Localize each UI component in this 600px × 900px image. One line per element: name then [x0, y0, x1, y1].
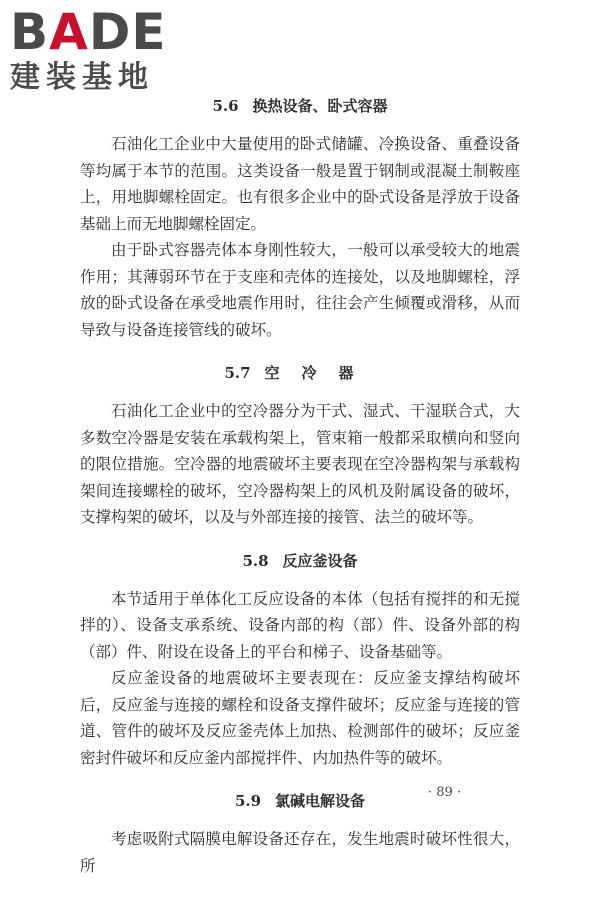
- logo-letter: D: [88, 3, 132, 61]
- page-number: · 89 ·: [428, 785, 462, 800]
- paragraph: 考虑吸附式隔膜电解设备还存在，发生地震时破坏性很大，所: [80, 830, 520, 875]
- paragraph: 石油化工企业中大量使用的卧式储罐、冷换设备、重叠设备等均属于本节的范围。这类设备一般是置于钢制或混凝土制鞍座上，用地脚螺栓固定。也有很多企业中的卧式设备是浮放于设备基础上而无地脚螺栓固定。: [80, 135, 520, 233]
- page-content: [80, 95, 520, 879]
- section-title: 换热设备、卧式容器: [252, 97, 388, 115]
- section-number: 5.6: [212, 97, 239, 115]
- section-number: 5.7: [224, 364, 251, 382]
- section-heading: [80, 363, 520, 383]
- section-5-6: [80, 96, 520, 343]
- section-5-9: [80, 791, 520, 879]
- section-number: 5.8: [242, 551, 269, 570]
- section-number: 5.9: [234, 792, 262, 810]
- logo-brand-main: [10, 3, 180, 61]
- section-5-7: [80, 363, 520, 531]
- section-5-8: [80, 551, 520, 772]
- section-heading: [80, 96, 520, 116]
- paragraph: 本节适用于单体化工反应设备的本体（包括有搅拌的和无搅拌的）、设备支承系统、设备内部的构（部）件、设备外部的构（部）件、附设在设备上的平台和梯子、设备基础等。: [80, 589, 520, 661]
- logo-letter: A: [49, 3, 89, 61]
- section-title: 空冷器: [264, 364, 376, 382]
- logo-letter: E: [131, 3, 167, 61]
- section-heading: [80, 551, 520, 571]
- logo-brand-sub: 建装基地: [10, 60, 154, 95]
- paragraph: 反应釜设备的地震破坏主要表现在：反应釜支撑结构破坏后，反应釜与连接的螺栓和设备支撑件破坏；反应釜与连接的管道、管件的破坏及反应釜壳体上加热、检测部件的破坏；反应釜密封件破坏和反应釜内部搅拌件、内加热件等的破坏。: [80, 669, 520, 767]
- logo-brand-text: [10, 3, 167, 61]
- section-title: 反应釜设备: [282, 551, 358, 570]
- paragraph: 由于卧式容器壳体本身刚性较大，一般可以承受较大的地震作用；其薄弱环节在于支座和壳体的连接处，以及地脚螺栓，浮放的卧式设备在承受地震作用时，往往会产生倾覆或滑移，从而导致与设备连接管线的破坏。: [80, 241, 520, 339]
- logo-letter: B: [10, 3, 50, 61]
- section-title: 氯碱电解设备: [275, 792, 366, 810]
- bade-logo: [10, 3, 180, 96]
- paragraph: 石油化工企业中的空冷器分为干式、湿式、干湿联合式，大多数空冷器是安装在承载构架上，管束箱一般都采取横向和竖向的限位措施。空冷器的地震破坏主要表现在空冷器构架与承载构架间连接螺栓的破坏，空冷器构架上的风机及附属设备的破坏，支撑构架的破坏，以及与外部连接的接管、法兰的破坏等。: [80, 402, 520, 526]
